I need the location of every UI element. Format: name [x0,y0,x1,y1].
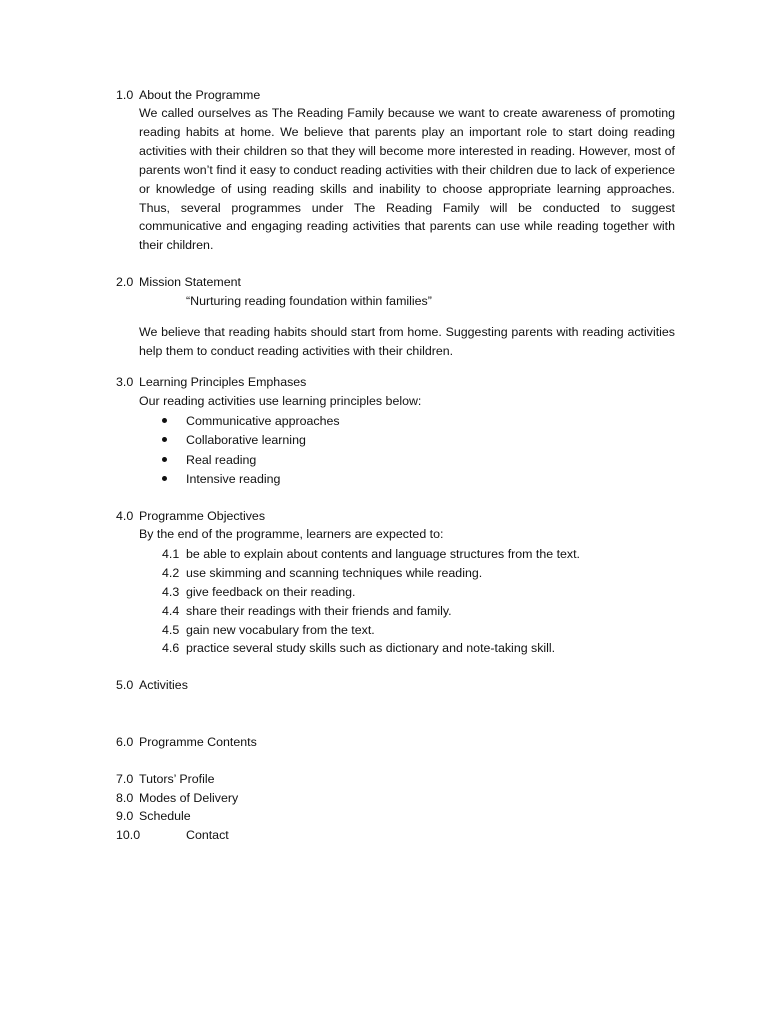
section-title: Schedule [139,809,191,823]
mission-quote: “Nurturing reading foundation within families” [186,294,432,308]
list-item: 4.4 share their readings with their friends and family. [162,603,452,618]
section-title: Learning Principles Emphases [139,375,307,389]
section-1-heading [116,88,260,102]
bullet-icon [162,457,167,462]
principles-list [162,413,340,490]
section-5-heading [116,678,188,692]
section-number: 8.0 [116,791,134,805]
section-9-heading [116,809,191,823]
section-2-heading [116,275,241,289]
section-3-heading [116,375,306,389]
section-number: 4.0 [116,509,134,523]
section-title: About the Programme [139,88,261,102]
section-title: Contact [186,828,229,842]
bullet-icon [162,476,167,481]
section-number: 6.0 [116,735,134,749]
section-title: Mission Statement [139,275,241,289]
list-item: Collaborative learning [162,432,340,451]
section-title: Programme Contents [139,735,257,749]
bullet-icon [162,437,167,442]
section-1-body: We called ourselves as The Reading Family because we want to create awareness of promoting reading habits at home. We believe that parents play an important role to start doing reading activities with their children so that they will become more interested in reading. However, most of parents won’t find it easy to conduct reading activities with their children due to lack of experience or knowledge of using reading skills and inability to choose appropriate learning approaches. Thus, several programmes under The Reading Family will be conducted to suggest communicative and engaging reading activities that parents can use while reading together with their children. [139,106,675,253]
bullet-icon [162,418,167,423]
section-number: 9.0 [116,809,134,823]
section-number: 1.0 [116,88,134,102]
section-number: 7.0 [116,772,134,786]
section-7-heading [116,772,215,786]
section-number: 2.0 [116,275,134,289]
list-item: 4.1 be able to explain about contents and language structures from the text. [162,547,581,561]
principles-intro: Our reading activities use learning principles below: [139,394,422,408]
section-4-heading [116,509,265,523]
section-2-body: We believe that reading habits should start from home. Suggesting parents with reading activities help them to conduct reading activities with their children. [139,325,675,358]
section-title: Programme Objectives [139,509,266,523]
list-item: Communicative approaches [162,413,340,432]
objectives-intro: By the end of the programme, learners are expected to: [139,527,444,541]
list-item: 4.5 gain new vocabulary from the text. [162,622,375,637]
list-item: Intensive reading [162,471,340,490]
section-number: 5.0 [116,678,134,692]
objectives-list [162,546,580,659]
section-10-heading [116,828,229,842]
section-title: Modes of Delivery [139,791,239,805]
list-item: 4.3 give feedback on their reading. [162,584,356,599]
section-6-heading [116,735,257,749]
section-title: Activities [139,678,188,692]
section-8-heading [116,791,238,805]
section-title: Tutors’ Profile [139,772,215,786]
section-number: 10.0 [116,828,141,842]
list-item: Real reading [162,452,340,471]
section-number: 3.0 [116,375,134,389]
list-item: 4.6 practice several study skills such as dictionary and note-taking skill. [162,641,556,656]
list-item: 4.2 use skimming and scanning techniques while reading. [162,565,483,580]
